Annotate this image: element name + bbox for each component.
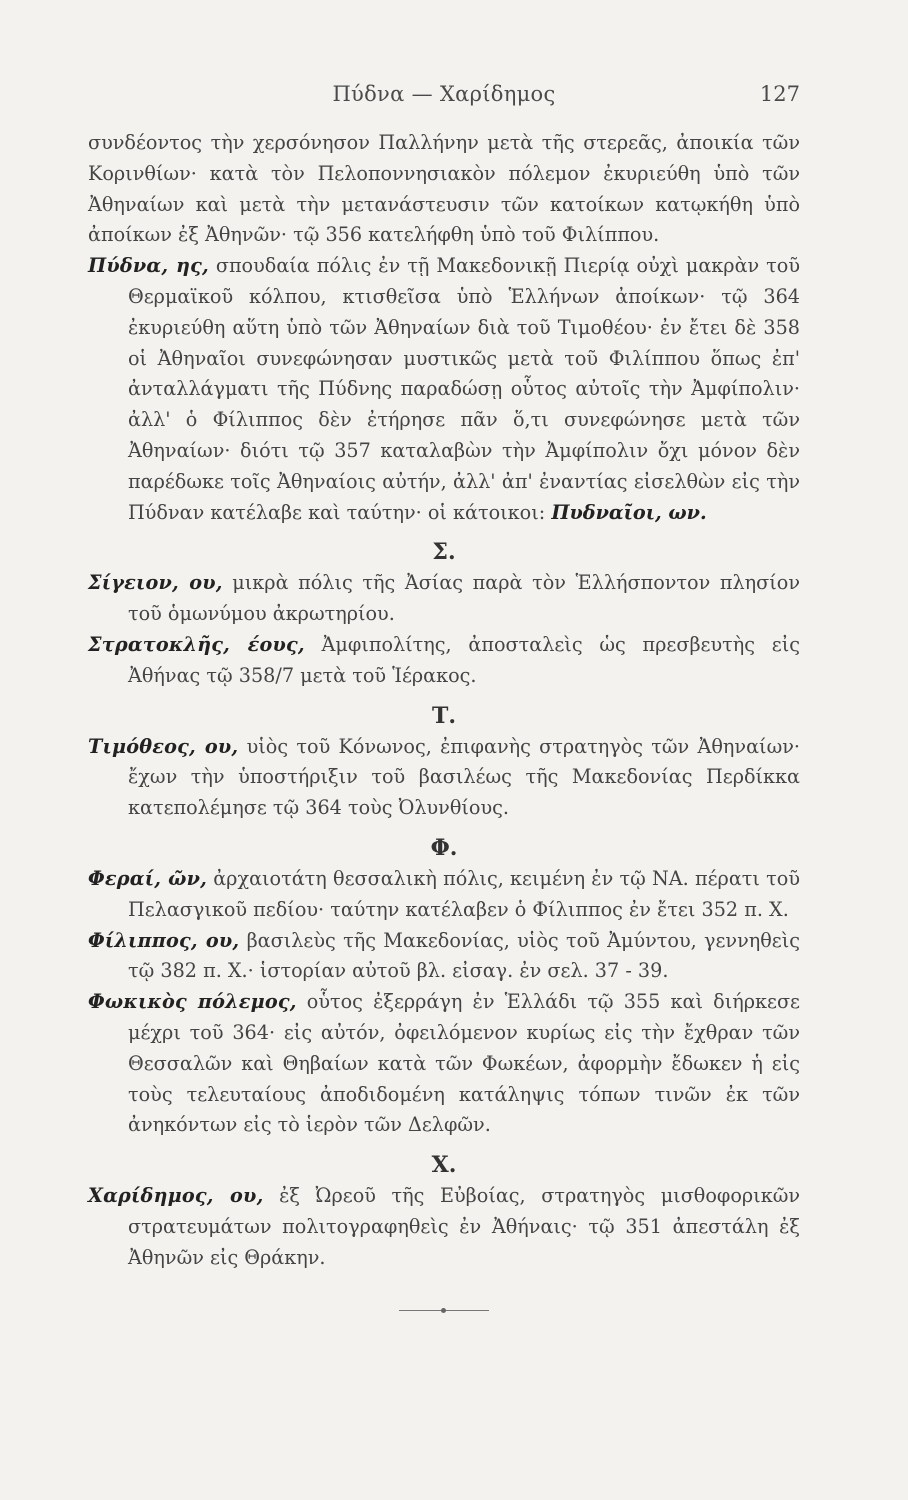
entry-text: υἱὸς τοῦ Κόνωνος, ἐπιφανὴς στρατηγὸς τῶν Ἀθηναίων· ἔχων τὴν ὑποστήριξιν τοῦ βασιλέως τῆς Μακεδονίας Περδίκκα κατεπολέμησε τῷ 364 τοὺς Ὀλυνθίους. bbox=[128, 734, 800, 820]
running-head bbox=[88, 82, 800, 122]
entry-text: σπουδαία πόλις ἐν τῇ Μακεδονικῇ Πιερίᾳ οὐχὶ μακρὰν τοῦ Θερμαϊκοῦ κόλπου, κτισθεῖσα ὑπὸ Ἑλλήνων ἀποίκων· τῷ 364 ἐκυριεύθη αὕτη ὑπὸ τῶν Ἀθηναίων διὰ τοῦ Τιμοθέου· ἐν ἔτει δὲ 358 οἱ Ἀθηναῖοι συνεφώνησαν μυστικῶς μετὰ τοῦ Φιλίππου ὅπως ἐπ' ἀνταλλάγματι τῆς Πύδνης παραδώσῃ οὗτος αὐτοῖς τὴν Ἀμφίπολιν· ἀλλ' ὁ Φίλιππος δὲν ἐτήρησε πᾶν ὅ,τι συνεφώνησε μετὰ τῶν Ἀθηναίων· διότι τῷ 357 καταλαβὼν τὴν Ἀμφίπολιν ὄχι μόνον δὲν παρέδωκε τοῖς Ἀθηναίοις αὐτήν, ἀλλ' ἀπ' ἐναντίας εἰσελθὼν εἰς τὴν Πύδναν κατέλαβε καὶ ταύτην· οἱ κάτοικοι: bbox=[128, 254, 800, 524]
entry-lemma: Χαρίδημος, ου, bbox=[88, 1184, 264, 1208]
book-page bbox=[88, 82, 800, 1311]
entry-sigeion bbox=[88, 568, 800, 630]
entry-lemma: Φεραί, ῶν, bbox=[88, 866, 207, 890]
entry-philippos bbox=[88, 926, 800, 988]
entry-text: Ἀμφιπολίτης, ἀποσταλεὶς ὡς πρεσβευτὴς εἰς Ἀθήνας τῷ 358/7 μετὰ τοῦ Ἱέρακος. bbox=[128, 632, 801, 687]
entry-lemma: Σίγειον, ου, bbox=[88, 571, 223, 595]
entry-phokikos-polemos bbox=[88, 987, 800, 1141]
entry-lemma: Φωκικὸς πόλεμος, bbox=[88, 990, 297, 1014]
section-letter-sigma: Σ. bbox=[432, 539, 456, 566]
continuation-text: συνδέοντος τὴν χερσόνησον Παλλήνην μετὰ τῆς στερεᾶς, ἀποικία τῶν Κορινθίων· κατὰ τὸν Πελοποννησιακὸν πόλεμον ἐκυριεύθη ὑπὸ τῶν Ἀθηναίων καὶ μετὰ τὴν μετανάστευσιν τῶν κατοίκων κατῳκήθη ὑπὸ ἀποίκων ἐξ Ἀθηνῶν· τῷ 356 κατελήφθη ὑπὸ τοῦ Φιλίππου. bbox=[88, 131, 800, 247]
section-letter-tau: Τ. bbox=[431, 702, 457, 729]
entry-lemma: Πύδνα, ης, bbox=[88, 254, 209, 278]
entry-stratokles bbox=[88, 630, 800, 692]
entry-pherai bbox=[88, 864, 800, 926]
entry-text: οὗτος ἐξερράγη ἐν Ἑλλάδι τῷ 355 καὶ διήρκεσε μέχρι τοῦ 364· εἰς αὐτόν, ὀφειλόμενον κυρίως εἰς τὴν ἔχθραν τῶν Θεσσαλῶν καὶ Θηβαίων κατὰ τῶν Φωκέων, ἀφορμὴν ἔδωκεν ἡ εἰς τοὺς τελευταίους ἀποδιδομένη κατάληψις τόπων τινῶν ἐκ τῶν ἀνηκόντων εἰς τὸ ἱερὸν τῶν Δελφῶν. bbox=[128, 990, 800, 1137]
entry-text: ἀρχαιοτάτη θεσσαλικὴ πόλις, κειμένη ἐν τῷ ΝΑ. πέρατι τοῦ Πελασγικοῦ πεδίου· ταύτην κατέλαβεν ὁ Φίλιππος ἐν ἔτει 352 π. Χ. bbox=[128, 866, 801, 921]
entry-pydna bbox=[88, 251, 800, 528]
entry-inline-lemma: Πυδναῖοι, ων. bbox=[551, 500, 707, 524]
end-ornament-rule bbox=[399, 1310, 489, 1311]
entry-text: ἐξ Ὠρεοῦ τῆς Εὐβοίας, στρατηγὸς μισθοφορικῶν στρατευμάτων πολιτογραφηθεὶς ἐν Ἀθήναις· τῷ 351 ἀπεστάλη ἐξ Ἀθηνῶν εἰς Θράκην. bbox=[128, 1184, 801, 1269]
section-letter-phi: Φ. bbox=[430, 834, 458, 861]
entry-text: βασιλεὺς τῆς Μακεδονίας, υἱὸς τοῦ Ἀμύντου, γεννηθεὶς τῷ 382 π. Χ.· ἱστορίαν αὐτοῦ βλ. εἰσαγ. ἐν σελ. 37 - 39. bbox=[128, 928, 801, 983]
entry-lemma: Τιμόθεος, ου, bbox=[88, 734, 239, 758]
entry-timotheos bbox=[88, 732, 800, 824]
section-letter-chi: Χ. bbox=[431, 1152, 457, 1179]
entry-text: μικρὰ πόλις τῆς Ἀσίας παρὰ τὸν Ἑλλήσποντον πλησίον τοῦ ὁμωνύμου ἀκρωτηρίου. bbox=[128, 571, 800, 626]
running-title: Πύδνα — Χαρίδημος bbox=[332, 82, 556, 106]
entry-charidemos bbox=[88, 1181, 800, 1273]
page-number: 127 bbox=[759, 82, 800, 106]
entry-lemma: Φίλιππος, ου, bbox=[88, 928, 240, 952]
entry-lemma: Στρατοκλῆς, έους, bbox=[88, 632, 305, 656]
